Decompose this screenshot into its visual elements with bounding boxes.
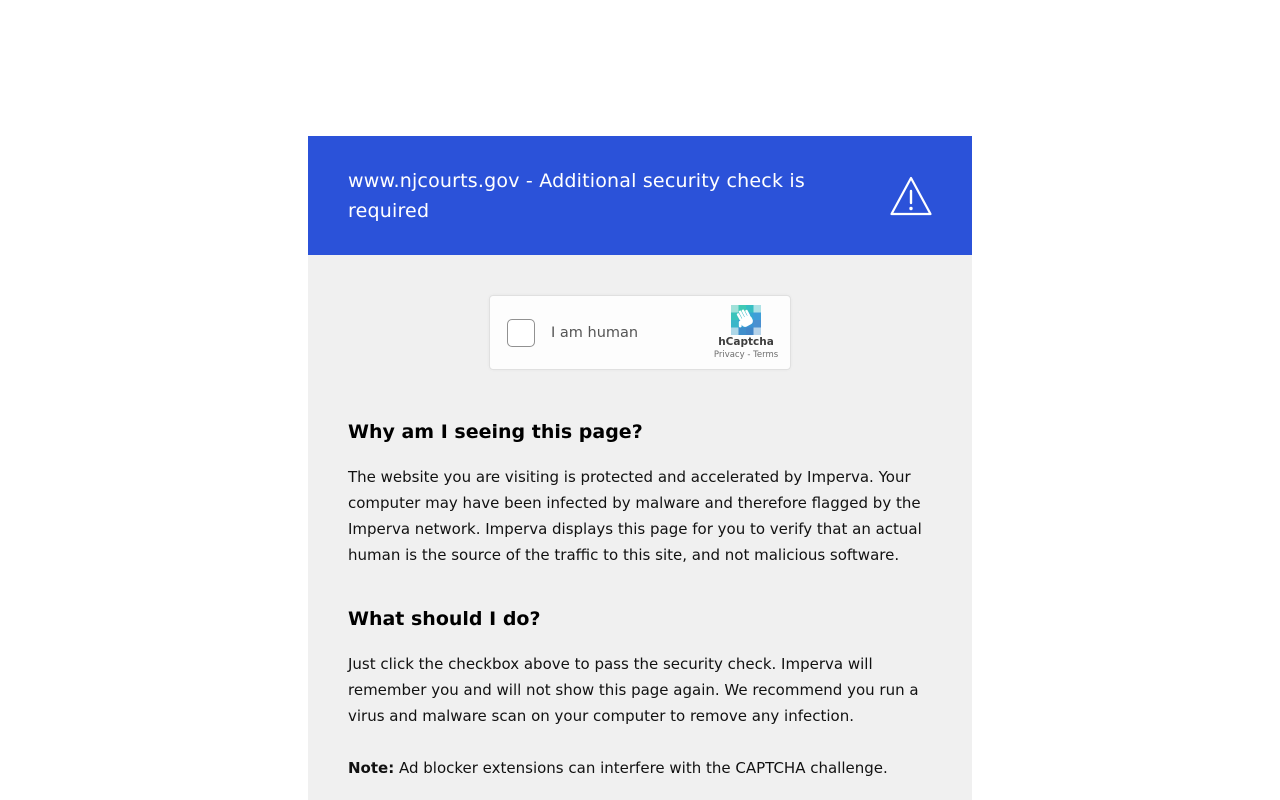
section-why-body: The website you are visiting is protected and accelerated by Imperva. Your computer may have been infected by malware and therefore flagged by the Imperva network. Imperva displays this page for you to verify that an actual human is the source of the traffic to this site, and not malicious software.	[348, 468, 922, 564]
terms-link[interactable]: Terms	[753, 349, 779, 360]
note-text: Ad blocker extensions can interfere with the CAPTCHA challenge.	[394, 759, 888, 777]
hcaptcha-logo-icon[interactable]	[731, 305, 761, 335]
hcaptcha-links	[714, 351, 778, 360]
section-what-heading: What should I do?	[348, 608, 541, 630]
security-check-panel	[308, 136, 972, 800]
privacy-link[interactable]: Privacy	[713, 349, 745, 360]
banner	[308, 136, 972, 255]
note	[348, 755, 932, 781]
content-area	[308, 255, 972, 800]
link-separator: -	[744, 349, 754, 360]
section-what	[348, 608, 932, 729]
note-label: Note:	[348, 759, 395, 777]
hcaptcha-widget	[489, 295, 791, 370]
human-checkbox-label: I am human	[551, 324, 639, 341]
hcaptcha-brand-name: hCaptcha	[718, 336, 774, 349]
section-why-heading: Why am I seeing this page?	[348, 421, 643, 443]
hcaptcha-brand	[714, 305, 778, 360]
section-what-body: Just click the checkbox above to pass the security check. Imperva will remember you and will not show this page again. We recommend you run a virus and malware scan on your computer to remove any infection.	[348, 655, 919, 725]
human-checkbox[interactable]	[507, 319, 535, 347]
page-title: www.njcourts.gov - Additional security check is required	[348, 169, 805, 222]
warning-triangle-icon	[888, 174, 934, 218]
section-why	[348, 421, 932, 568]
